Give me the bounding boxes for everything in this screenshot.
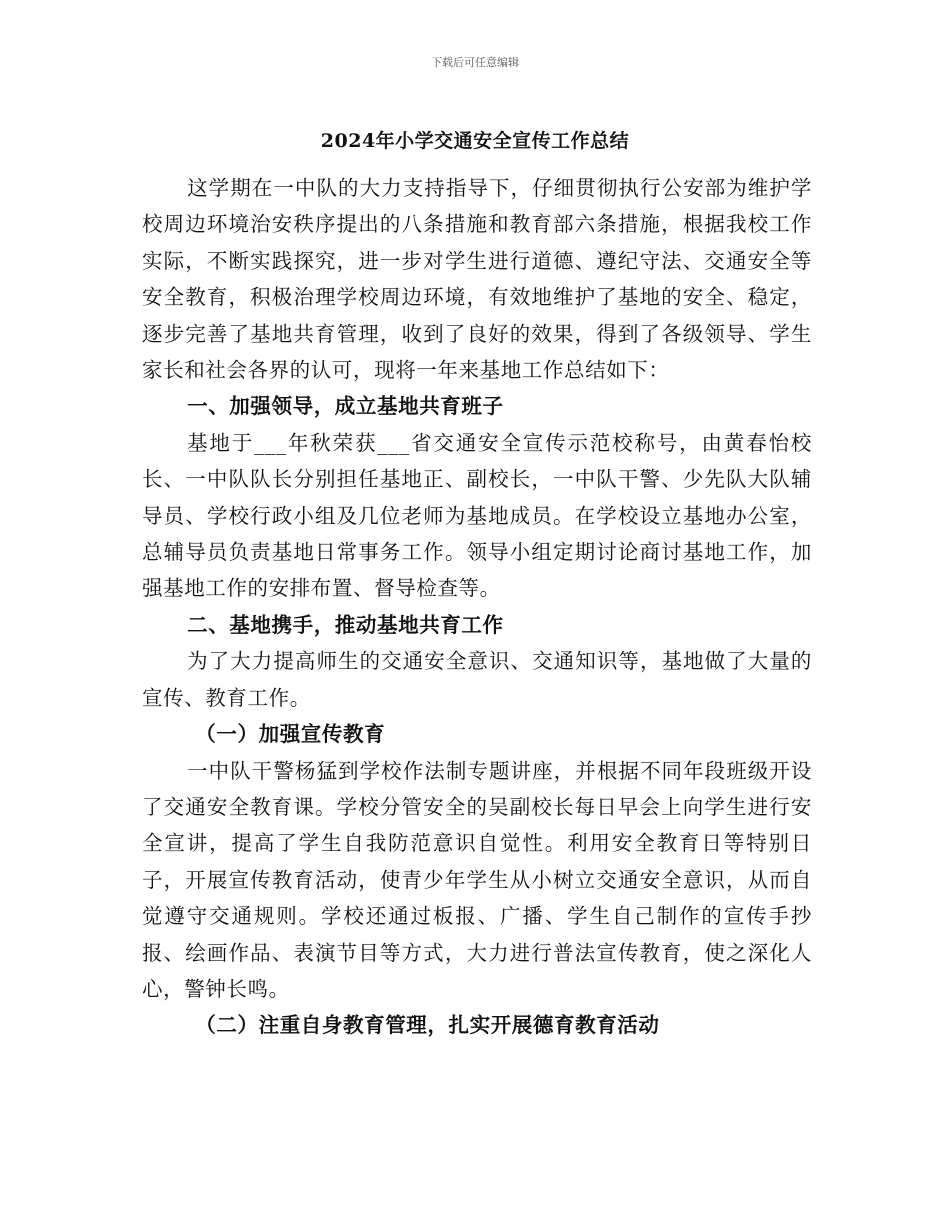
section-2-paragraph: 为了大力提高师生的交通安全意识、交通知识等，基地做了大量的宣传、教育工作。 — [142, 649, 812, 710]
subsection-heading-2: （二）注重自身教育管理，扎实开展德育教育活动 — [195, 1013, 660, 1038]
subsection-1-paragraph: 一中队干警杨猛到学校作法制专题讲座，并根据不同年段班级开设了交通安全教育课。学校分管安全的吴副校长每日早会上向学生进行安全宣讲，提高了学生自我防范意识自觉性。利用安全教育日等特别日子，开展宣传教育活动，使青少年学生从小树立交通安全意识，从而自觉遵守交通规则。学校还通过板报、广播、学生自己制作的宣传手抄报、绘画作品、表演节目等方式，大力进行普法宣传教育，使之深化人心，警钟长鸣。 — [142, 758, 812, 1001]
header-note: 下载后可任意编辑 — [431, 56, 519, 69]
section-heading-1: 一、加强领导，成立基地共育班子 — [187, 394, 504, 419]
section-heading-2: 二、基地携手，推动基地共育工作 — [187, 612, 504, 637]
section-1-paragraph: 基地于___年秋荣获___省交通安全宣传示范校称号，由黄春怡校长、一中队队长分别担任基地正、副校长，一中队干警、少先队大队辅导员、学校行政小组及几位老师为基地成员。在学校设立基地办公室，总辅导员负责基地日常事务工作。领导小组定期讨论商讨基地工作，加强基地工作的安排布置、督导检查等。 — [142, 430, 812, 601]
document-title: 2024年小学交通安全宣传工作总结 — [320, 130, 630, 152]
document-body — [142, 170, 812, 1044]
intro-paragraph: 这学期在一中队的大力支持指导下，仔细贯彻执行公安部为维护学校周边环境治安秩序提出的八条措施和教育部六条措施，根据我校工作实际，不断实践探究，进一步对学生进行道德、遵纪守法、交通安全等安全教育，积极治理学校周边环境，有效地维护了基地的安全、稳定，逐步完善了基地共育管理，收到了良好的效果，得到了各级领导、学生家长和社会各界的认可，现将一年来基地工作总结如下： — [142, 176, 812, 383]
subsection-heading-1: （一）加强宣传教育 — [195, 722, 386, 747]
